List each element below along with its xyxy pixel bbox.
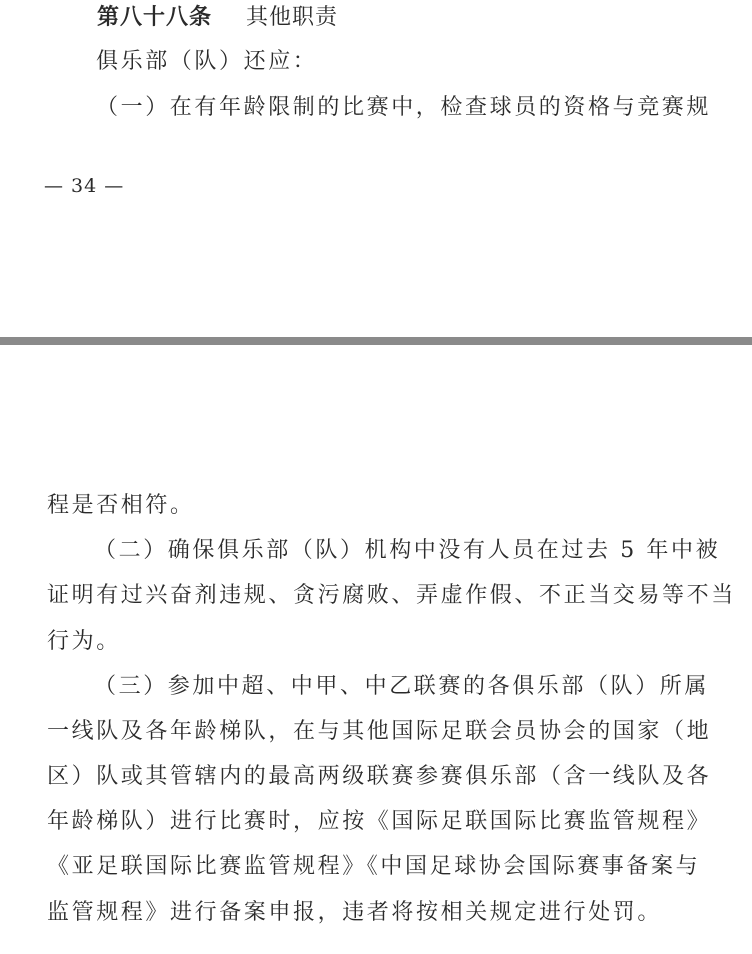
paragraph-line: （二）确保俱乐部（队）机构中没有人员在过去 5 年中被 (94, 538, 721, 563)
paragraph-line: 证明有过兴奋剂违规、贪污腐败、弄虚作假、不正当交易等不当 (47, 583, 736, 608)
paragraph-line: 区）队或其管辖内的最高两级联赛参赛俱乐部（含一线队及各 (47, 764, 712, 789)
paragraph-line: 监管规程》进行备案申报，违者将按相关规定进行处罚。 (47, 900, 663, 925)
paragraph-line: 年龄梯队）进行比赛时，应按《国际足联国际比赛监管规程》 (47, 809, 712, 834)
paragraph-line: （三）参加中超、中甲、中乙联赛的各俱乐部（队）所属 (94, 674, 710, 699)
paragraph-line: 一线队及各年龄梯队，在与其他国际足联会员协会的国家（地 (47, 719, 712, 744)
clause-1-line: （一）在有年龄限制的比赛中，检查球员的资格与竞赛规 (96, 95, 712, 120)
paragraph-line: 行为。 (47, 629, 121, 654)
page-number: — 34 — (44, 175, 125, 197)
paragraph-line: 程是否相符。 (47, 493, 195, 518)
article-number: 第八十八条 (97, 5, 213, 30)
article-heading (97, 2, 338, 34)
paragraph-line: 《亚足联国际比赛监管规程》《中国足球协会国际赛事备案与 (47, 854, 701, 879)
article-title: 其他职责 (246, 5, 339, 30)
page-separator (0, 337, 752, 345)
article-intro: 俱乐部（队）还应： (96, 49, 318, 74)
